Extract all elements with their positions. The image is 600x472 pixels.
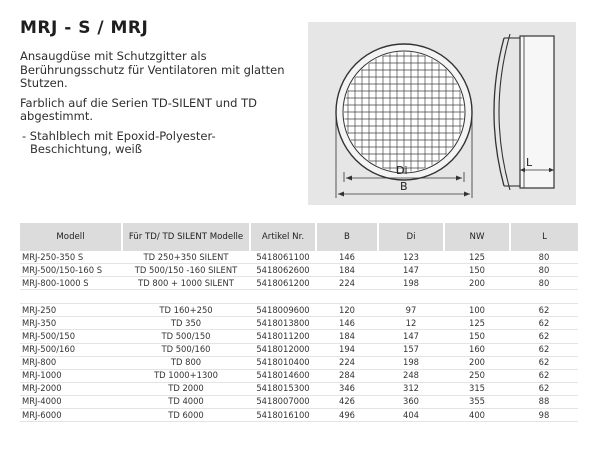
cell-model: MRJ-1000 [20, 369, 122, 382]
table-row [20, 382, 578, 395]
cell-l: 88 [510, 395, 578, 408]
cell-article: 5418061200 [250, 277, 316, 290]
cell-model: MRJ-6000 [20, 409, 122, 422]
cell-for-models: TD 800 + 1000 SILENT [122, 277, 250, 290]
cell-b: 146 [316, 251, 378, 264]
cell-article: 5418061100 [250, 251, 316, 264]
cell-nw: 125 [444, 251, 510, 264]
cell-l: 62 [510, 330, 578, 343]
cell-for-models: TD 6000 [122, 409, 250, 422]
cell-l: 62 [510, 382, 578, 395]
table-row [20, 356, 578, 369]
cell-article: 5418016100 [250, 409, 316, 422]
cell-di: 147 [378, 264, 444, 277]
cell-di: 248 [378, 369, 444, 382]
nozzle-drawing-svg [308, 22, 576, 205]
cell-model: MRJ-500/150-160 S [20, 264, 122, 277]
specifications-table [20, 223, 578, 422]
cell-di: 360 [378, 395, 444, 408]
cell-b: 184 [316, 264, 378, 277]
cell-l: 62 [510, 343, 578, 356]
cell-b: 224 [316, 277, 378, 290]
cell-b: 194 [316, 343, 378, 356]
cell-for-models: TD 800 [122, 356, 250, 369]
cell-nw: 100 [444, 304, 510, 317]
spacer-cell [510, 290, 578, 304]
cell-for-models: TD 4000 [122, 395, 250, 408]
cell-article: 5418014600 [250, 369, 316, 382]
col-header-article: Artikel Nr. [250, 223, 316, 251]
table-row [20, 251, 578, 264]
cell-model: MRJ-500/160 [20, 343, 122, 356]
cell-model: MRJ-2000 [20, 382, 122, 395]
col-header-for-models: Für TD/ TD SILENT Modelle [122, 223, 250, 251]
cell-l: 62 [510, 304, 578, 317]
table-row [20, 343, 578, 356]
table-row [20, 369, 578, 382]
col-header-model: Modell [20, 223, 122, 251]
cell-model: MRJ-250-350 S [20, 251, 122, 264]
l-label: L [526, 156, 533, 169]
description-paragraph-1: Ansaugdüse mit Schutzgitter als Berührungsschutz für Ventilatoren mit glatten Stutzen. [20, 49, 285, 90]
cell-di: 198 [378, 277, 444, 290]
description-bullet: - Stahlblech mit Epoxid-Polyester-Beschichtung, weiß [22, 128, 216, 156]
cell-article: 5418012000 [250, 343, 316, 356]
cell-l: 62 [510, 317, 578, 330]
spacer-cell [20, 290, 122, 304]
cell-nw: 400 [444, 409, 510, 422]
cell-for-models: TD 500/150 -160 SILENT [122, 264, 250, 277]
cell-l: 80 [510, 251, 578, 264]
spacer-cell [444, 290, 510, 304]
cell-nw: 160 [444, 343, 510, 356]
table-row [20, 277, 578, 290]
cell-article: 5418062600 [250, 264, 316, 277]
cell-model: MRJ-500/150 [20, 330, 122, 343]
cell-b: 496 [316, 409, 378, 422]
spacer-cell [122, 290, 250, 304]
cell-nw: 200 [444, 356, 510, 369]
cell-b: 120 [316, 304, 378, 317]
table-row [20, 409, 578, 422]
cell-article: 5418015300 [250, 382, 316, 395]
table-row [20, 264, 578, 277]
cell-article: 5418011200 [250, 330, 316, 343]
cell-di: 97 [378, 304, 444, 317]
spacer-cell [250, 290, 316, 304]
cell-b: 346 [316, 382, 378, 395]
cell-l: 80 [510, 264, 578, 277]
cell-b: 426 [316, 395, 378, 408]
cell-article: 5418009600 [250, 304, 316, 317]
cell-l: 62 [510, 369, 578, 382]
cell-di: 123 [378, 251, 444, 264]
cell-for-models: TD 350 [122, 317, 250, 330]
cell-for-models: TD 1000+1300 [122, 369, 250, 382]
cell-l: 98 [510, 409, 578, 422]
cell-nw: 125 [444, 317, 510, 330]
cell-article: 5418007000 [250, 395, 316, 408]
col-header-b: B [316, 223, 378, 251]
col-header-di: Di [378, 223, 444, 251]
cell-for-models: TD 160+250 [122, 304, 250, 317]
description-paragraph-2: Farblich auf die Serien TD-SILENT und TD abgestimmt. [20, 95, 257, 123]
cell-article: 5418013800 [250, 317, 316, 330]
cell-nw: 150 [444, 264, 510, 277]
cell-model: MRJ-250 [20, 304, 122, 317]
cell-for-models: TD 500/150 [122, 330, 250, 343]
cell-nw: 200 [444, 277, 510, 290]
cell-model: MRJ-800 [20, 356, 122, 369]
di-label: Di [396, 164, 408, 177]
cell-model: MRJ-4000 [20, 395, 122, 408]
cell-for-models: TD 250+350 SILENT [122, 251, 250, 264]
cell-article: 5418010400 [250, 356, 316, 369]
table-header-row [20, 223, 578, 251]
table-row [20, 317, 578, 330]
cell-model: MRJ-800-1000 S [20, 277, 122, 290]
cell-b: 146 [316, 317, 378, 330]
table-row [20, 304, 578, 317]
cell-di: 147 [378, 330, 444, 343]
cell-nw: 250 [444, 369, 510, 382]
cell-b: 184 [316, 330, 378, 343]
table-spacer-row [20, 290, 578, 304]
cell-di: 198 [378, 356, 444, 369]
cell-model: MRJ-350 [20, 317, 122, 330]
cell-for-models: TD 500/160 [122, 343, 250, 356]
product-description [20, 50, 290, 163]
cell-di: 404 [378, 409, 444, 422]
page-title: MRJ - S / MRJ [20, 18, 149, 38]
spacer-cell [316, 290, 378, 304]
cell-nw: 150 [444, 330, 510, 343]
col-header-nw: NW [444, 223, 510, 251]
col-header-l: L [510, 223, 578, 251]
cell-nw: 355 [444, 395, 510, 408]
table-row [20, 395, 578, 408]
b-label: B [400, 180, 408, 193]
cell-di: 312 [378, 382, 444, 395]
table-row [20, 330, 578, 343]
cell-l: 62 [510, 356, 578, 369]
product-drawing [308, 22, 576, 205]
cell-di: 157 [378, 343, 444, 356]
spacer-cell [378, 290, 444, 304]
cell-b: 224 [316, 356, 378, 369]
cell-for-models: TD 2000 [122, 382, 250, 395]
cell-b: 284 [316, 369, 378, 382]
cell-nw: 315 [444, 382, 510, 395]
cell-l: 80 [510, 277, 578, 290]
protection-grid [344, 52, 464, 172]
cell-di: 12 [378, 317, 444, 330]
